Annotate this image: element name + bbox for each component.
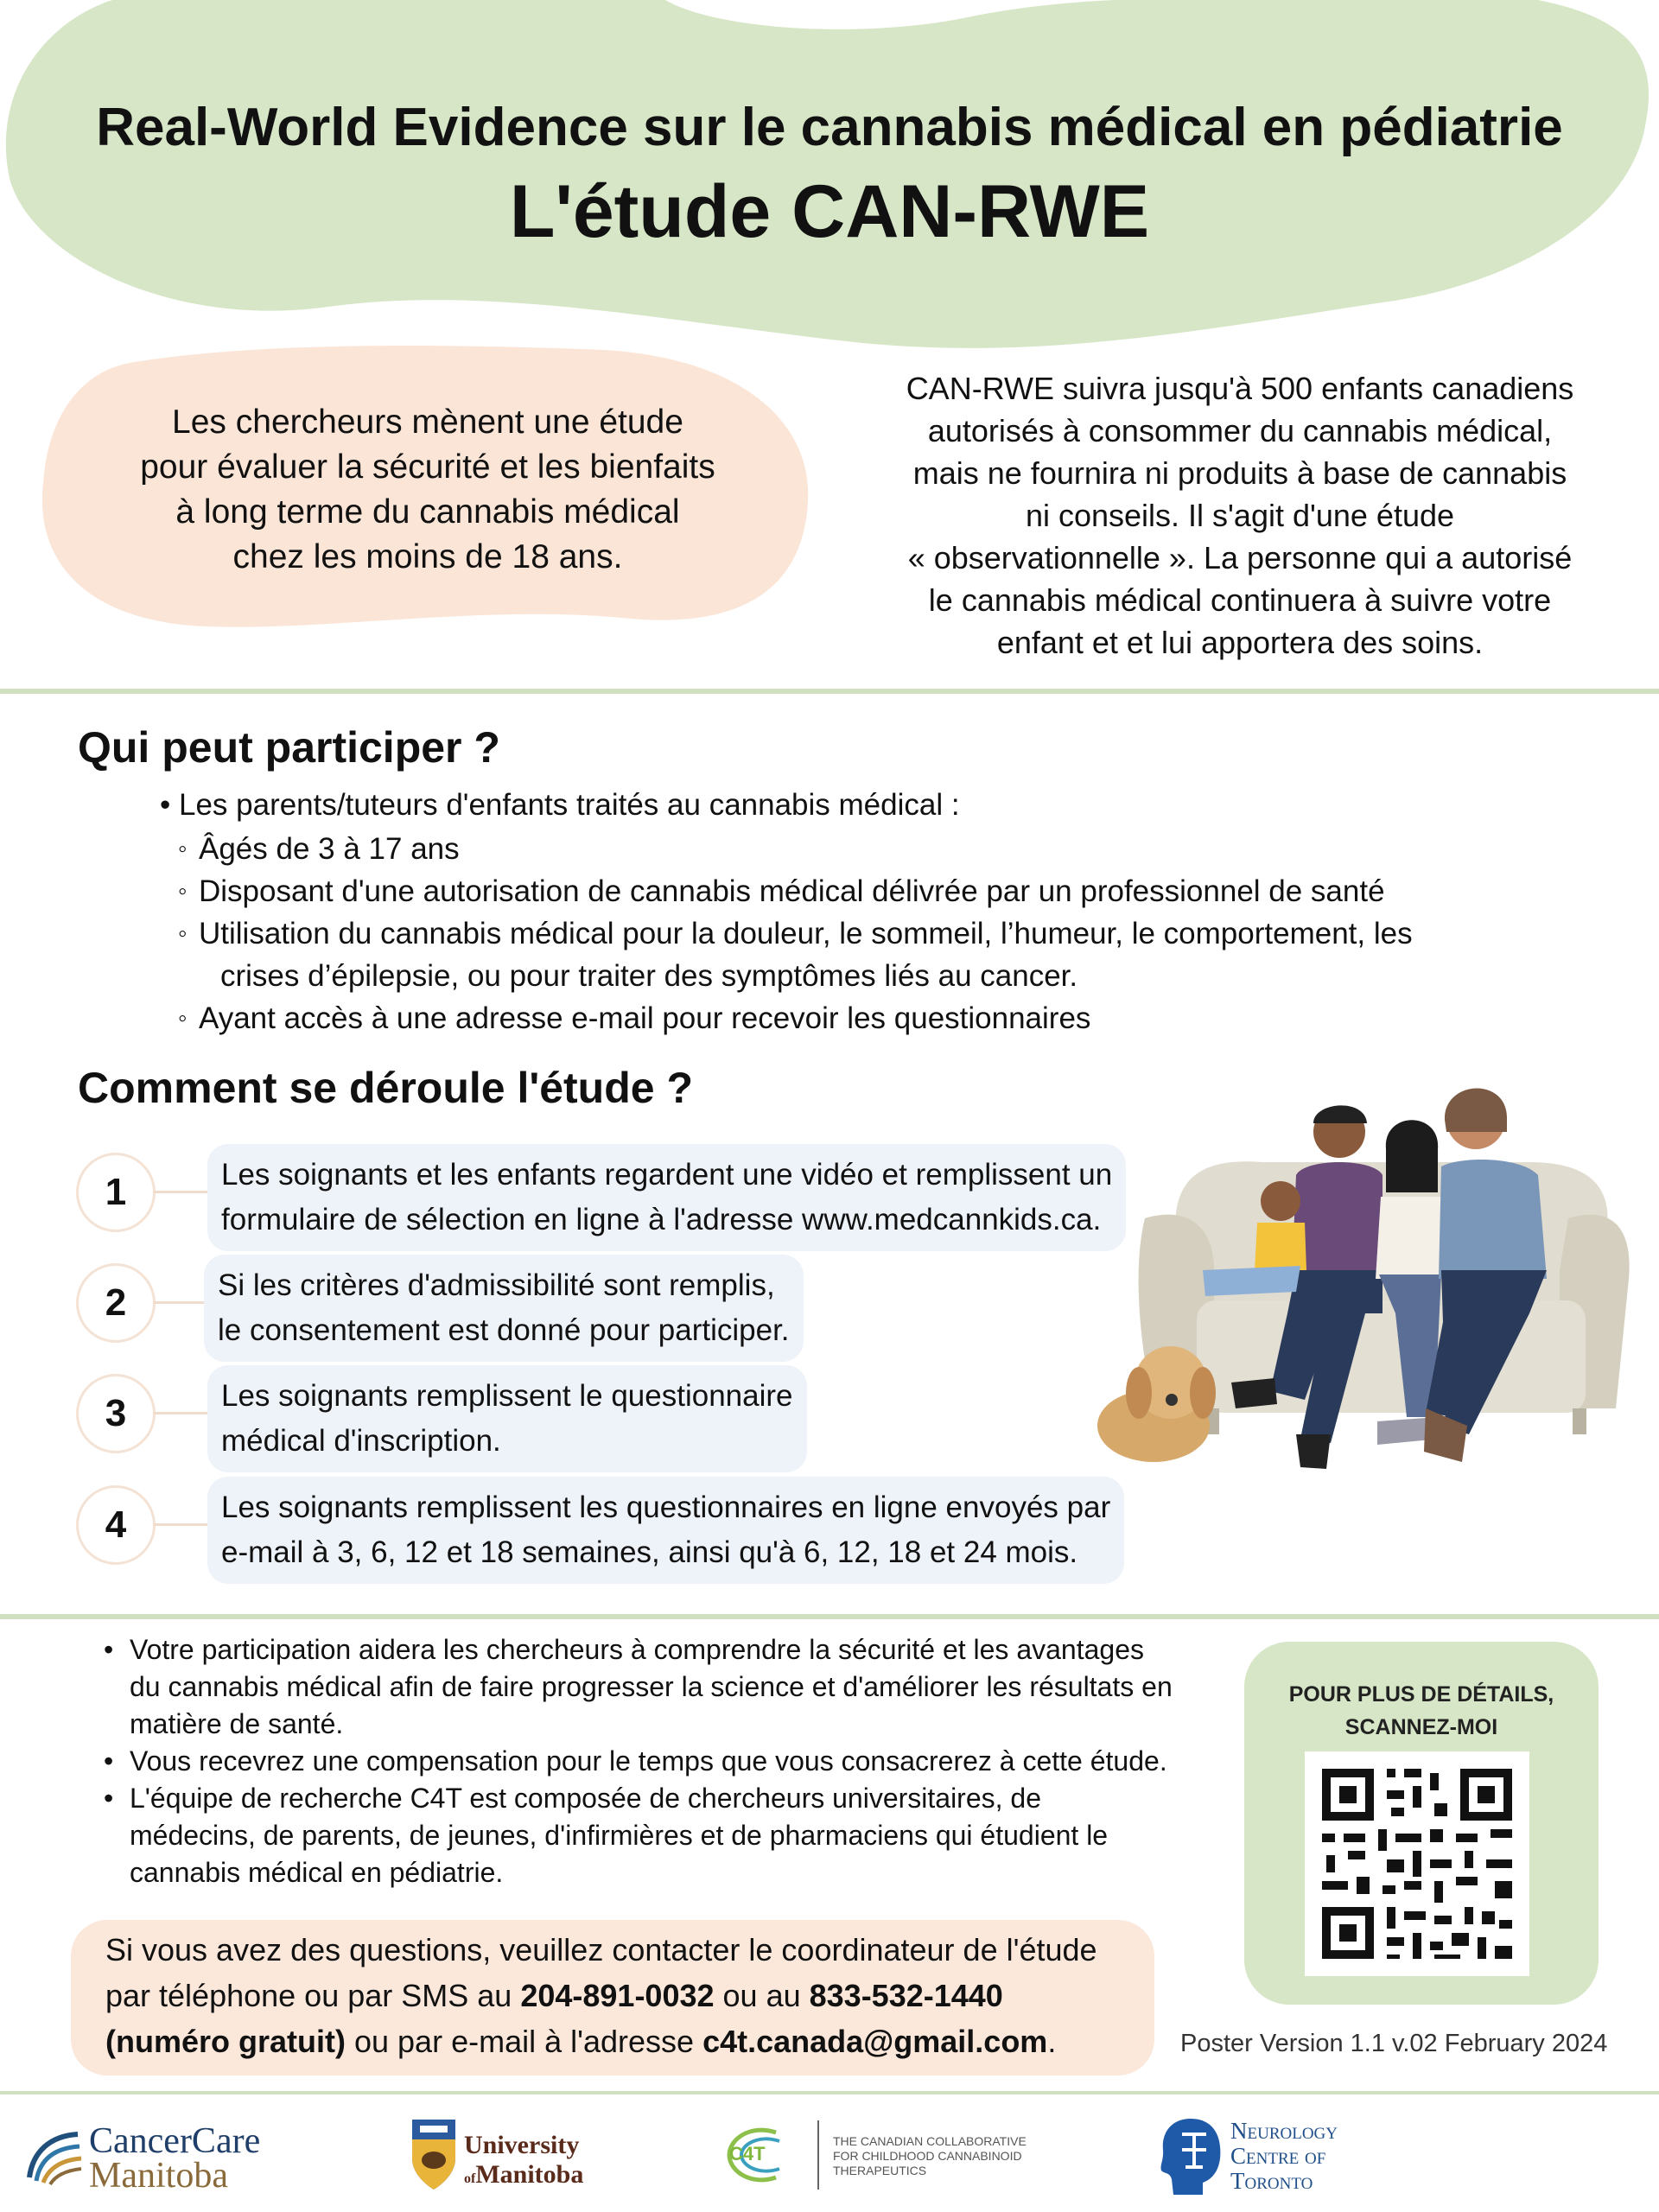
intro-right-line: autorisés à consommer du cannabis médical, [927,413,1553,448]
intro-right-line: CAN-RWE suivra jusqu'à 500 enfants canadiens [906,371,1574,406]
ncot-logo-line: Centre of [1230,2143,1326,2169]
eligibility-criterion-continued: crises d’épilepsie, ou pour traiter des symptômes liés au cancer. [220,959,1078,993]
girl-shirt [1376,1197,1447,1279]
step-connector [153,1412,213,1414]
eligibility-criterion: ◦ Âgés de 3 à 17 ans [199,828,460,870]
step-number-badge: 1 [76,1153,156,1232]
benefit-item [104,1631,1253,1743]
ncot-logo-line: Toronto [1230,2168,1313,2194]
c4t-logo-text [833,2134,1027,2178]
ncot-logo-text [1230,2119,1338,2194]
intro-right-line: mais ne fournira ni produits à base de cannabis [912,455,1567,491]
intro-right-text [842,367,1637,664]
eligibility-main-bullet: • Les parents/tuteurs d'enfants traités au cannabis médical : [160,788,960,822]
cancercare-manitoba-logo[interactable] [24,2119,283,2196]
step-description [207,1477,1124,1584]
c4t-logo-mark: C4T [729,2143,766,2164]
step-line: formulaire de sélection en ligne à l'adresse www.medcannkids.ca. [221,1203,1102,1236]
contact-text-fragment: . [1047,2024,1057,2059]
university-of-manitoba-logo[interactable] [408,2115,615,2202]
intro-left-line: Les chercheurs mènent une étude [172,404,683,441]
intro-left-line: pour évaluer la sécurité et les bienfaits [140,448,715,486]
couch-leg-right [1573,1408,1586,1434]
c4t-logo-line: THERAPEUTICS [833,2164,927,2177]
qr-code-icon [1305,1751,1529,1976]
step-description [204,1255,804,1362]
poster-version: Poster Version 1.1 v.02 February 2024 [1180,2030,1608,2057]
eligibility-criterion: ◦ Ayant accès à une adresse e-mail pour recevoir les questionnaires [199,997,1090,1039]
eligibility-heading: Qui peut participer ? [78,723,500,772]
step-connector [153,1523,213,1526]
contact-line3 [105,2018,1097,2064]
benefit-line: médecins, de parents, de jeunes, d'infirmières et de pharmaciens qui étudient le [130,1820,1109,1851]
step-line: Si les critères d'admissibilité sont remplis, [218,1268,775,1302]
contact-line1: Si vous avez des questions, veuillez contacter le coordinateur de l'étude [105,1932,1097,1967]
uofm-logo-text [464,2160,583,2190]
dad-shoe2 [1296,1434,1331,1469]
c4t-logo-divider [817,2120,819,2190]
section-divider [0,2091,1659,2094]
c4t-logo-line: FOR CHILDHOOD CANNABINOID [833,2149,1022,2163]
step-number-badge: 4 [76,1485,156,1565]
contact-text [105,1927,1097,2064]
dog-ear-left [1126,1367,1152,1419]
contact-text-fragment: ou par e-mail à l'adresse [345,2024,703,2059]
qr-label-line: SCANNEZ-MOI [1344,1715,1498,1739]
boy-legs [1203,1266,1300,1296]
step-line: Les soignants remplissent les questionnaires en ligne envoyés par [221,1491,1111,1524]
neurology-head-icon [1156,2115,1225,2198]
dog-nose [1166,1394,1178,1406]
poster-subtitle: L'étude CAN-RWE [509,170,1150,253]
intro-left-text [86,400,769,580]
boy-shirt [1255,1223,1306,1270]
intro-left-line: chez les moins de 18 ans. [232,538,623,575]
eligibility-criterion: ◦ Disposant d'une autorisation de cannabis médical délivrée par un professionnel de santé [199,870,1385,912]
step-description [207,1144,1126,1251]
c4t-logo[interactable] [724,2117,1052,2195]
eligibility-criterion: ◦ Utilisation du cannabis médical pour la douleur, le sommeil, l’humeur, le comportement, les [199,912,1413,955]
dad-hair [1313,1105,1367,1123]
intro-right-line: ni conseils. Il s'agit d'une étude [1025,498,1455,533]
step-description [207,1365,807,1472]
benefit-line: • L'équipe de recherche C4T est composée de chercheurs universitaires, de [130,1783,1041,1814]
benefit-item [104,1780,1253,1891]
cancercare-logo-text: CancerCare [89,2121,261,2161]
mom-hair [1445,1088,1507,1132]
qr-label-line: POUR PLUS DE DÉTAILS, [1288,1682,1554,1707]
benefit-line: matière de santé. [130,1708,344,1739]
dad-shoe [1231,1378,1277,1408]
uofm-logo-text-of: of [464,2171,476,2186]
c4t-logo-line: THE CANADIAN COLLABORATIVE [833,2134,1027,2148]
ncot-logo-line: Neurology [1230,2118,1338,2144]
process-heading: Comment se déroule l'étude ? [78,1064,694,1112]
qr-code[interactable] [1305,1751,1529,1976]
step-line: le consentement est donné pour participer. [218,1313,790,1347]
benefit-item [104,1743,1253,1780]
step-line: Les soignants remplissent le questionnaire [221,1379,793,1413]
step-line: Les soignants et les enfants regardent une vidéo et remplissent un [221,1158,1113,1192]
contact-line2 [105,1973,1097,2018]
benefit-line: • Vous recevrez une compensation pour le temps que vous consacrerez à cette étude. [130,1745,1167,1777]
family-illustration [1097,1088,1630,1469]
intro-right-line: « observationnelle ». La personne qui a autorisé [907,540,1573,575]
dog-ear-right [1190,1367,1216,1419]
girl-hair [1386,1120,1438,1192]
step-number-badge: 2 [76,1263,156,1343]
section-divider [0,1614,1659,1619]
cancercare-swirl-icon [24,2126,86,2188]
intro-left-line: à long terme du cannabis médical [175,493,680,531]
benefit-line: • Votre participation aidera les chercheurs à comprendre la sécurité et les avantages [130,1634,1144,1665]
phone-number-1[interactable]: 204-891-0032 [520,1978,715,2013]
step-line: e-mail à 3, 6, 12 et 18 semaines, ainsi qu'à 6, 12, 18 et 24 mois. [221,1535,1078,1569]
section-divider [0,689,1659,694]
phone-number-2[interactable]: 833-532-1440 [809,1978,1003,2013]
uofm-logo-text: University [464,2131,580,2159]
intro-right-line: enfant et et lui apportera des soins. [996,625,1484,660]
mom-shirt [1439,1160,1547,1279]
step-line: médical d'inscription. [221,1424,501,1458]
benefit-line: cannabis médical en pédiatrie. [130,1857,504,1888]
step-connector [153,1191,213,1193]
contact-text-fragment: par téléphone ou par SMS au [105,1978,521,2013]
toll-free-label: (numéro gratuit) [105,2024,346,2059]
benefit-line: du cannabis médical afin de faire progresser la science et d'améliorer les résultats en [130,1671,1173,1702]
benefits-list [104,1631,1253,1891]
cancercare-logo-text: Manitoba [89,2156,228,2196]
intro-right-line: le cannabis médical continuera à suivre votre [928,582,1552,618]
contact-email[interactable]: c4t.canada@gmail.com [702,2024,1048,2059]
uofm-logo-text-manitoba: Manitoba [475,2160,584,2189]
poster-title: Real-World Evidence sur le cannabis médical en pédiatrie [96,98,1563,157]
uofm-crest-icon [408,2115,460,2193]
contact-text-fragment: ou au [714,1978,810,2013]
boy-head [1261,1181,1300,1221]
qr-label [1244,1678,1599,1744]
step-number-badge: 3 [76,1374,156,1453]
neurology-centre-toronto-logo[interactable] [1156,2115,1450,2202]
